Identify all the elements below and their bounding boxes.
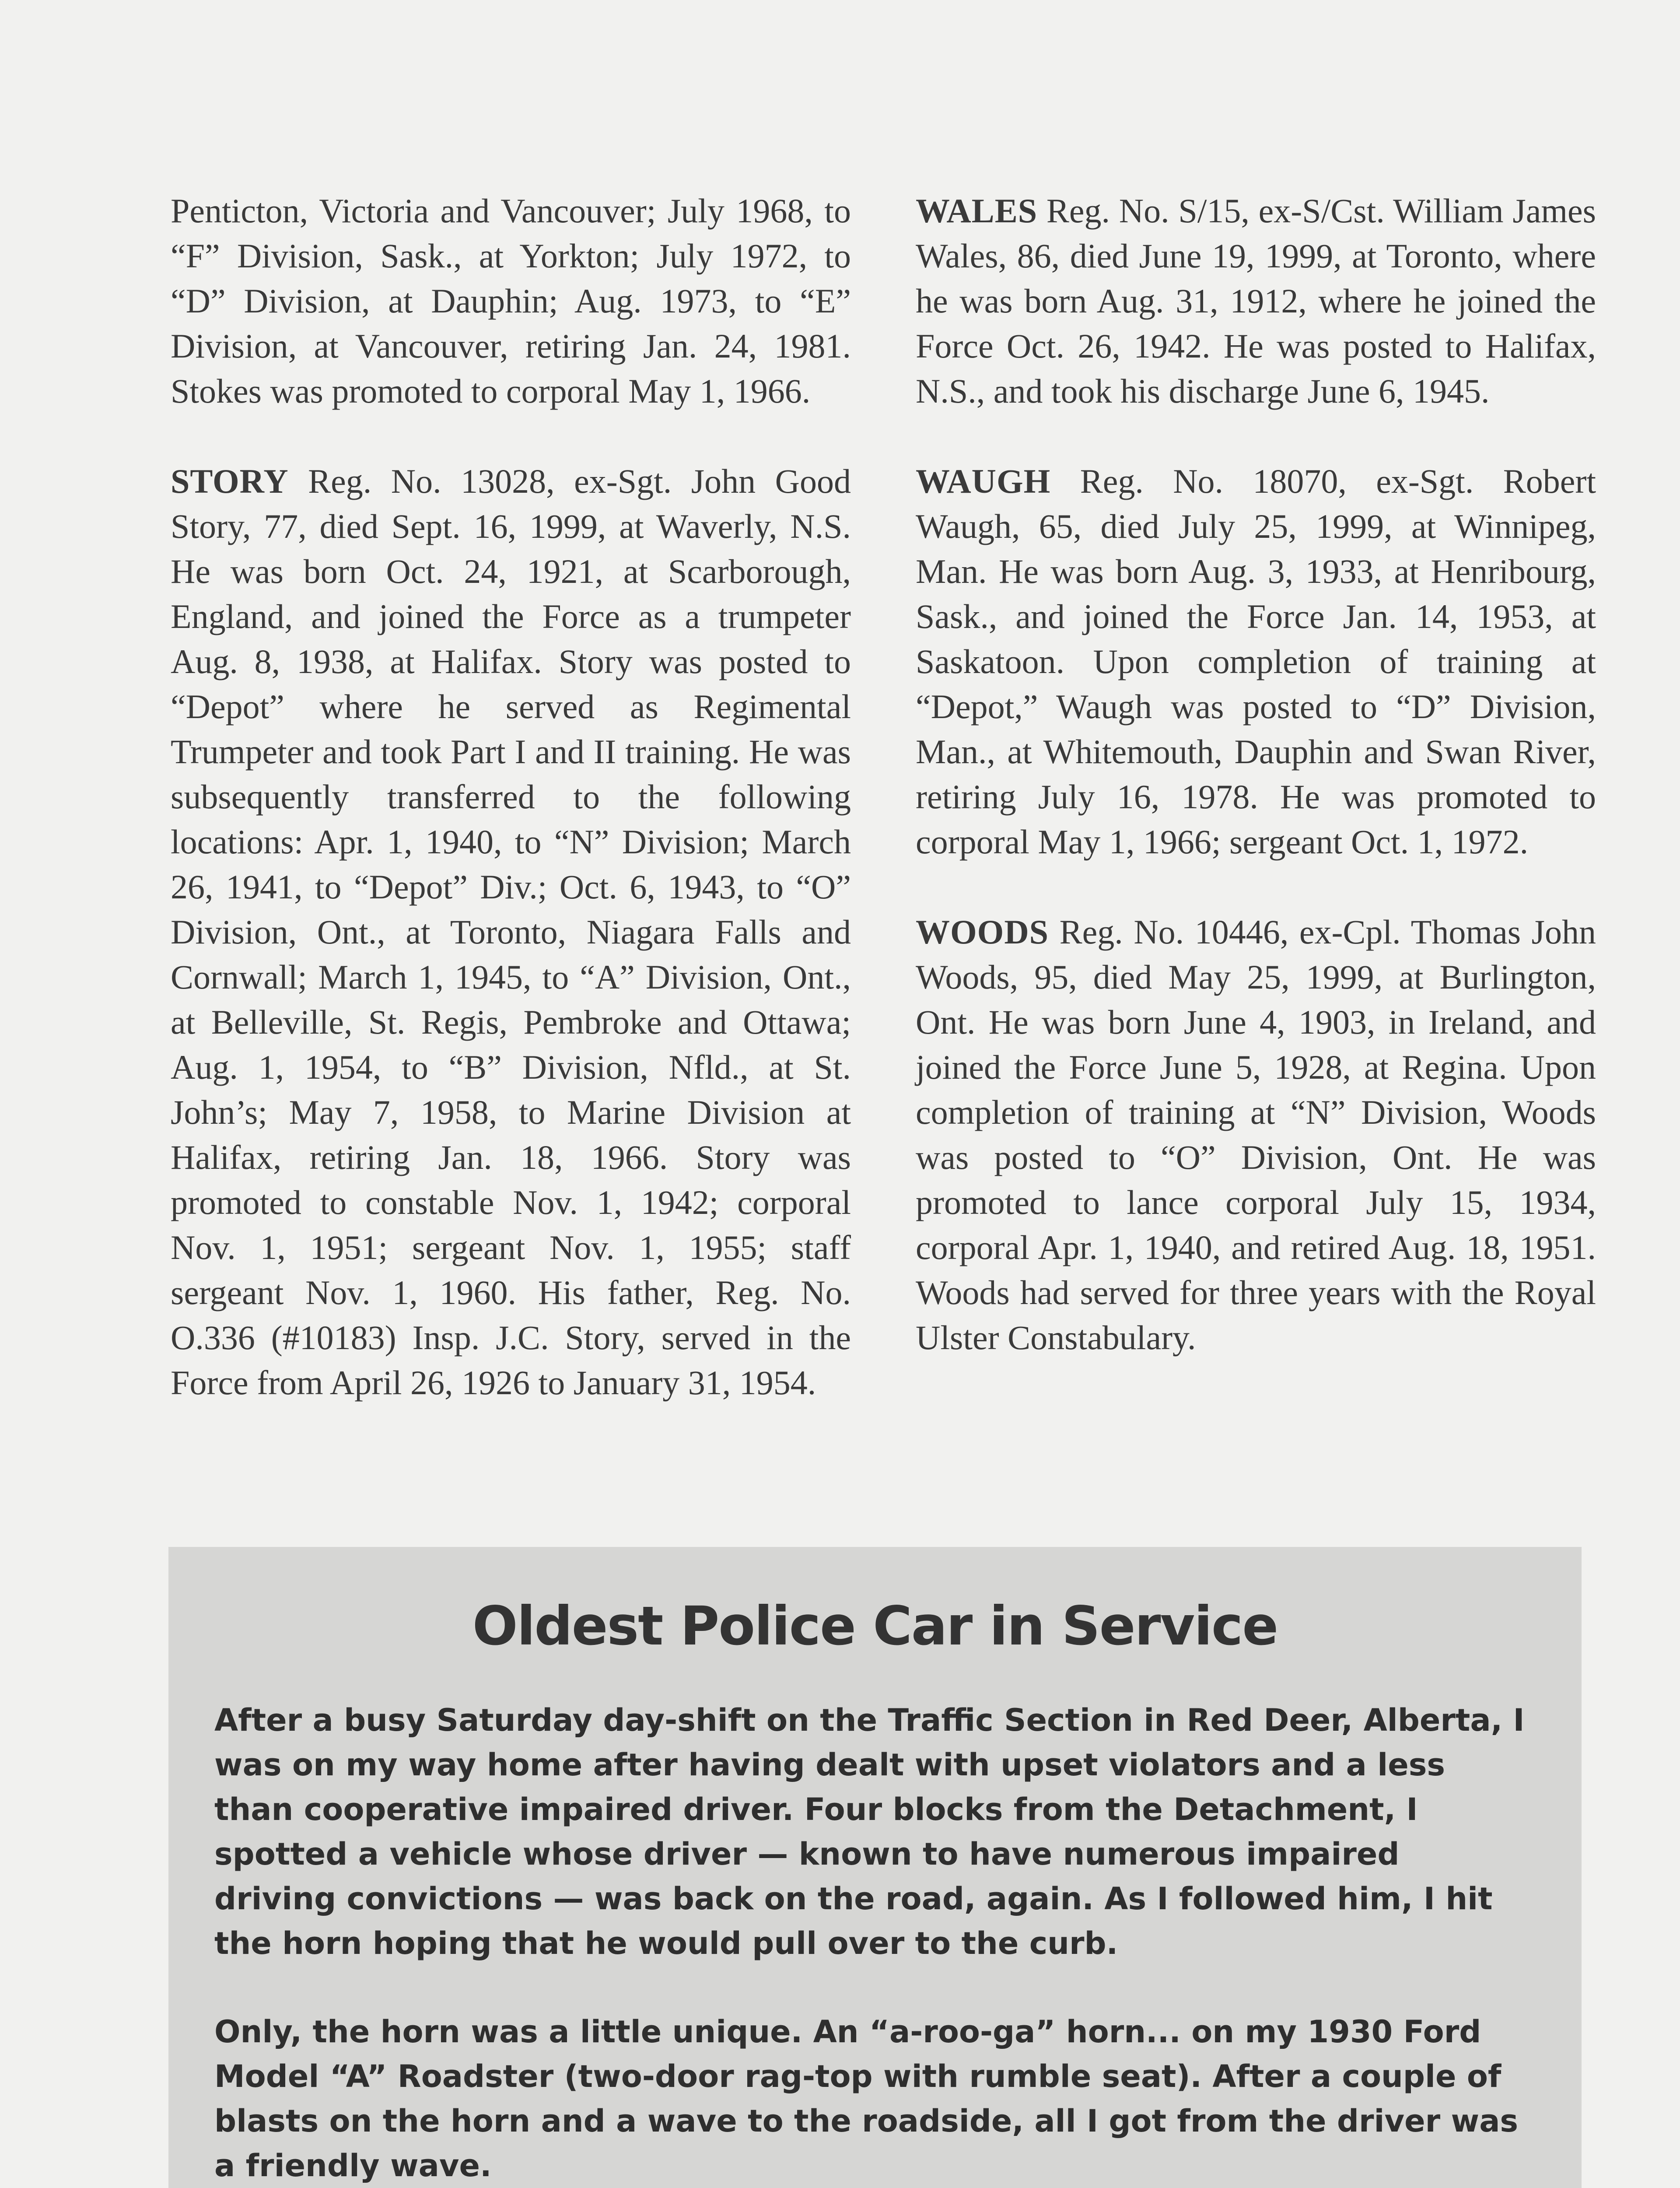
obituary-paragraph (916, 188, 1596, 414)
sidebar-body (214, 1698, 1531, 2188)
obituary-surname: STORY (171, 462, 289, 500)
sidebar-paragraph: After a busy Saturday day-shift on the Traffic Section in Red Deer, Alberta, I was on my way home after having dealt with upset violators and a less than cooperative impaired driver. Four blocks from the Detachment, I spotted a vehicle whose driver — known to have numerous impaired driving convictions — was back on the road, again. As I followed him, I hit the horn hoping that he would pull over to the curb. (214, 1702, 1525, 1961)
obituary-entry-story (171, 459, 851, 1405)
obituary-surname: WOODS (916, 913, 1049, 951)
obituary-paragraph (916, 909, 1596, 1360)
obituary-text: Reg. No. 13028, ex-Sgt. John Good Story, 77, died Sept. 16, 1999, at Waverly, N.S. He was born Oct. 24, 1921, at Scarborough, England, and joined the Force as a trumpeter Aug. 8, 1938, at Halifax. Story was posted to “Depot” where he served as Regimental Trumpeter and took Part I and II training. He was subsequently transferred to the following locations: Apr. 1, 1940, to “N” Division; March 26, 1941, to “Depot” Div.; Oct. 6, 1943, to “O” Division, Ont., at Toronto, Niagara Falls and Cornwall; March 1, 1945, to “A” Division, Ont., at Belleville, St. Regis, Pembroke and Ottawa; Aug. 1, 1954, to “B” Division, Nfld., at St. John’s; May 7, 1958, to Marine Division at Halifax, retiring Jan. 18, 1966. Story was promoted to constable Nov. 1, 1942; corporal Nov. 1, 1951; sergeant Nov. 1, 1955; staff sergeant Nov. 1, 1960. His father, Reg. No. O.336 (#10183) Insp. J.C. Story, served in the Force from April 26, 1926 to January 31, 1954. (171, 462, 851, 1402)
obituary-text: Reg. No. 10446, ex-Cpl. Thomas John Woods, 95, died May 25, 1999, at Burlington, Ont. He was born June 4, 1903, in Ireland, and joined the Force June 5, 1928, at Regina. Upon completion of training at “N” Division, Woods was posted to “O” Division, Ont. He was promoted to lance corporal July 15, 1934, corporal Apr. 1, 1940, and retired Aug. 18, 1951. Woods had served for three years with the Royal Ulster Constabulary. (916, 913, 1596, 1357)
obituary-text: Reg. No. 18070, ex-Sgt. Robert Waugh, 65, died July 25, 1999, at Winnipeg, Man. He was born Aug. 3, 1933, at Henribourg, Sask., and joined the Force Jan. 14, 1953, at Saskatoon. Upon completion of training at “Depot,” Waugh was posted to “D” Division, Man., at Whitemouth, Dauphin and Swan River, retiring July 16, 1978. He was promoted to corporal May 1, 1966; sergeant Oct. 1, 1972. (916, 462, 1596, 861)
right-column (916, 188, 1596, 1405)
obituary-entry-waugh (916, 459, 1596, 864)
sidebar-title: Oldest Police Car in Service (472, 1595, 1278, 1657)
continuation-paragraph: Penticton, Victoria and Vancouver; July 1968, to “F” Division, Sask., at Yorkton; July 1972, to “D” Division, at Dauphin; Aug. 1973, to “E” Division, at Vancouver, retiring Jan. 24, 1981. Stokes was promoted to corporal May 1, 1966. (171, 192, 851, 410)
obituary-surname: WALES (916, 192, 1038, 230)
obituary-surname: WAUGH (916, 462, 1051, 500)
obituary-paragraph (171, 459, 851, 1405)
sidebar-box (168, 1547, 1582, 2188)
left-column (171, 188, 851, 1450)
obituary-continuation (171, 188, 851, 414)
sidebar-paragraph: Only, the horn was a little unique. An “a-roo-ga” horn... on my 1930 Ford Model “A” Roadster (two-door rag-top with rumble seat). After a couple of blasts on the horn and a wave to the roadside, all I got from the driver was a friendly wave. (214, 2014, 1519, 2184)
obituary-entry-wales (916, 188, 1596, 414)
obituary-text: Reg. No. S/15, ex-S/Cst. William James Wales, 86, died June 19, 1999, at Toronto, where he was born Aug. 31, 1912, where he joined the Force Oct. 26, 1942. He was posted to Halifax, N.S., and took his discharge June 6, 1945. (916, 192, 1596, 410)
obituary-paragraph (916, 459, 1596, 864)
obituary-entry-woods (916, 909, 1596, 1360)
